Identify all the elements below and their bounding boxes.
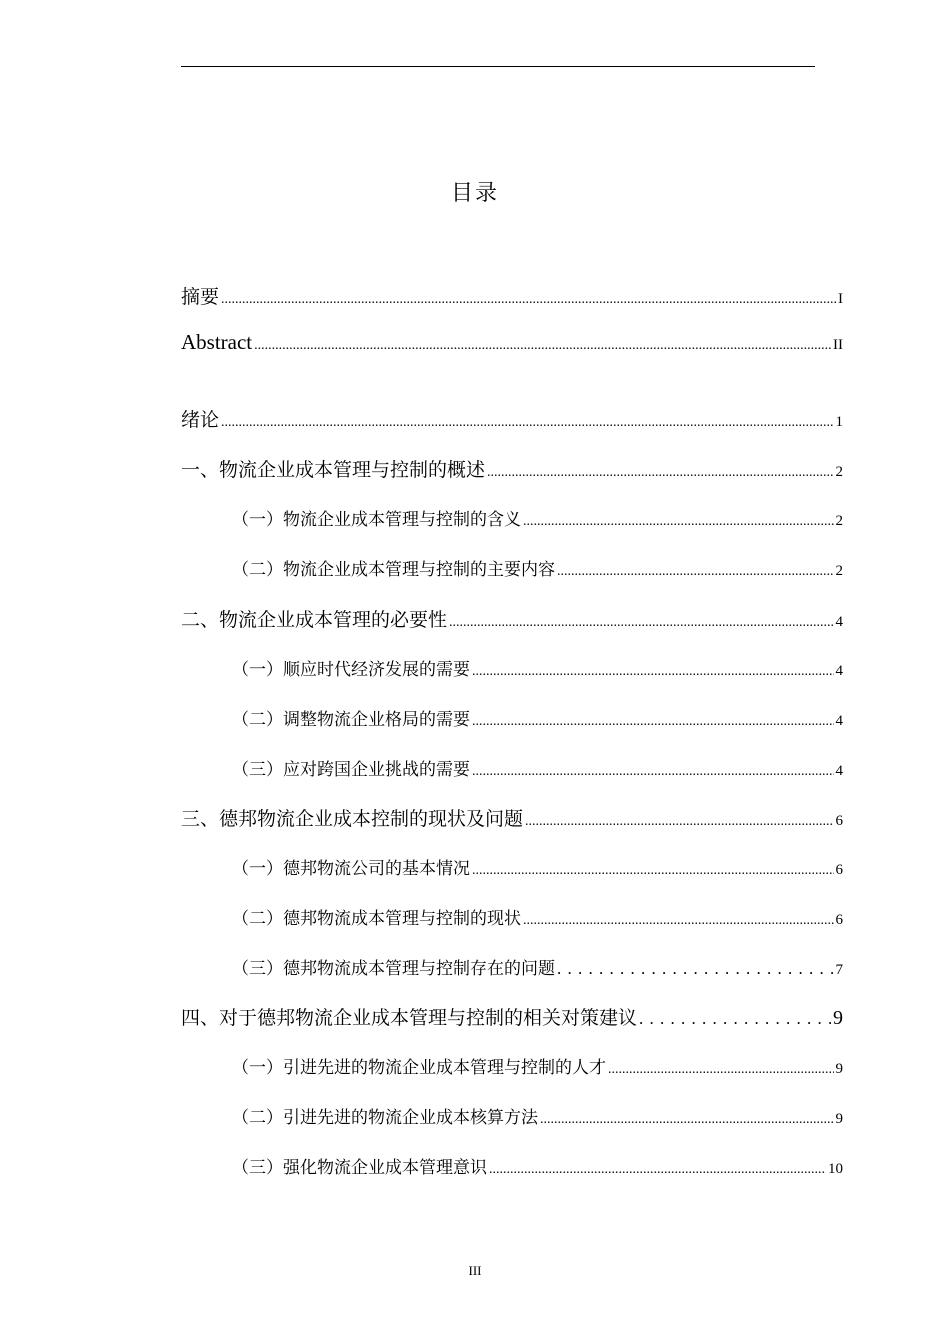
- toc-entry-section-3-1[interactable]: [232, 854, 843, 884]
- dot-leader: [639, 1009, 831, 1029]
- dot-leader: [523, 514, 834, 530]
- toc-entry-page: 10: [828, 1161, 843, 1177]
- toc-entry-label: （一）引进先进的物流企业成本管理与控制的人才: [232, 1058, 606, 1078]
- dot-leader: [472, 863, 834, 879]
- dot-leader: [472, 714, 834, 730]
- dot-leader: [221, 292, 836, 308]
- toc-entry-label: 二、物流企业成本管理的必要性: [181, 609, 448, 631]
- toc-entry-label: 绪论: [181, 409, 220, 431]
- toc-entry-chapter-3[interactable]: [181, 804, 843, 834]
- toc-entry-section-4-1[interactable]: [232, 1053, 843, 1083]
- toc-entry-section-2-2[interactable]: [232, 705, 843, 735]
- toc-entry-page: 4: [835, 614, 843, 630]
- toc-entry-page: I: [838, 291, 843, 307]
- dot-leader: [449, 615, 833, 631]
- toc-entry-chapter-4[interactable]: [181, 1003, 843, 1033]
- toc-entry-page: 7: [835, 962, 843, 978]
- toc-entry-section-3-3[interactable]: [232, 954, 843, 984]
- toc-entry-section-3-2[interactable]: [232, 904, 843, 934]
- toc-entry-page: 9: [835, 1111, 843, 1127]
- toc-entry-abstract-cn[interactable]: [181, 282, 843, 312]
- toc-entry-page: 4: [835, 763, 843, 779]
- toc-entry-section-4-2[interactable]: [232, 1103, 843, 1133]
- toc-entry-label: 三、德邦物流企业成本控制的现状及问题: [181, 808, 524, 830]
- dot-leader: [489, 1162, 826, 1178]
- dot-leader: [540, 1112, 834, 1128]
- toc-entry-label: （三）强化物流企业成本管理意识: [232, 1158, 487, 1178]
- toc-entry-label: 一、物流企业成本管理与控制的概述: [181, 459, 486, 481]
- dot-leader: [557, 564, 834, 580]
- page-number: III: [468, 1263, 482, 1278]
- toc-entry-page: 6: [835, 813, 843, 829]
- toc-entry-label: （二）引进先进的物流企业成本核算方法: [232, 1108, 538, 1128]
- toc-entry-page: 9: [835, 1061, 843, 1077]
- toc-entry-label: （一）物流企业成本管理与控制的含义: [232, 510, 521, 530]
- toc-entry-label: （三）德邦物流成本管理与控制存在的问题: [232, 959, 555, 979]
- toc-entry-page: 2: [835, 513, 843, 529]
- dot-leader: [487, 465, 833, 481]
- toc-entry-section-2-1[interactable]: [232, 655, 843, 685]
- toc-entry-section-2-3[interactable]: [232, 755, 843, 785]
- toc-entry-introduction[interactable]: [181, 405, 843, 435]
- dot-leader: [221, 415, 833, 431]
- toc-entry-page: 2: [835, 563, 843, 579]
- toc-entry-page: 2: [835, 464, 843, 480]
- toc-entry-section-4-3[interactable]: [232, 1153, 843, 1183]
- dot-leader: [472, 764, 834, 780]
- toc-entry-label: Abstract: [181, 330, 253, 354]
- toc-entry-page: 1: [835, 414, 843, 430]
- toc-entry-section-1-1[interactable]: [232, 505, 843, 535]
- toc-entry-page: II: [833, 337, 843, 353]
- dot-leader: [254, 338, 831, 354]
- toc-entry-page: 4: [835, 713, 843, 729]
- toc-entry-section-1-2[interactable]: [232, 555, 843, 585]
- toc-entry-page: 6: [835, 862, 843, 878]
- toc-entry-label: （二）德邦物流成本管理与控制的现状: [232, 909, 521, 929]
- toc-entry-label: （一）顺应时代经济发展的需要: [232, 660, 470, 680]
- toc-entry-label: 摘要: [181, 286, 220, 308]
- toc-entry-label: 四、对于德邦物流企业成本管理与控制的相关对策建议: [181, 1007, 638, 1029]
- dot-leader: [557, 959, 834, 979]
- dot-leader: [525, 814, 833, 830]
- toc-entry-label: （二）物流企业成本管理与控制的主要内容: [232, 560, 555, 580]
- toc-entry-chapter-1[interactable]: [181, 455, 843, 485]
- dot-leader: [472, 664, 834, 680]
- toc-title: 目录: [450, 181, 499, 206]
- toc-entry-page: 6: [835, 912, 843, 928]
- toc-entry-label: （一）德邦物流公司的基本情况: [232, 859, 470, 879]
- dot-leader: [608, 1062, 834, 1078]
- toc-entry-page: 9: [833, 1007, 843, 1029]
- header-rule: [181, 66, 815, 67]
- dot-leader: [523, 913, 834, 929]
- toc-entry-chapter-2[interactable]: [181, 605, 843, 635]
- toc-entry-label: （二）调整物流企业格局的需要: [232, 710, 470, 730]
- toc-entry-page: 4: [835, 663, 843, 679]
- toc-entry-label: （三）应对跨国企业挑战的需要: [232, 760, 470, 780]
- toc-entry-abstract-en[interactable]: [181, 330, 843, 360]
